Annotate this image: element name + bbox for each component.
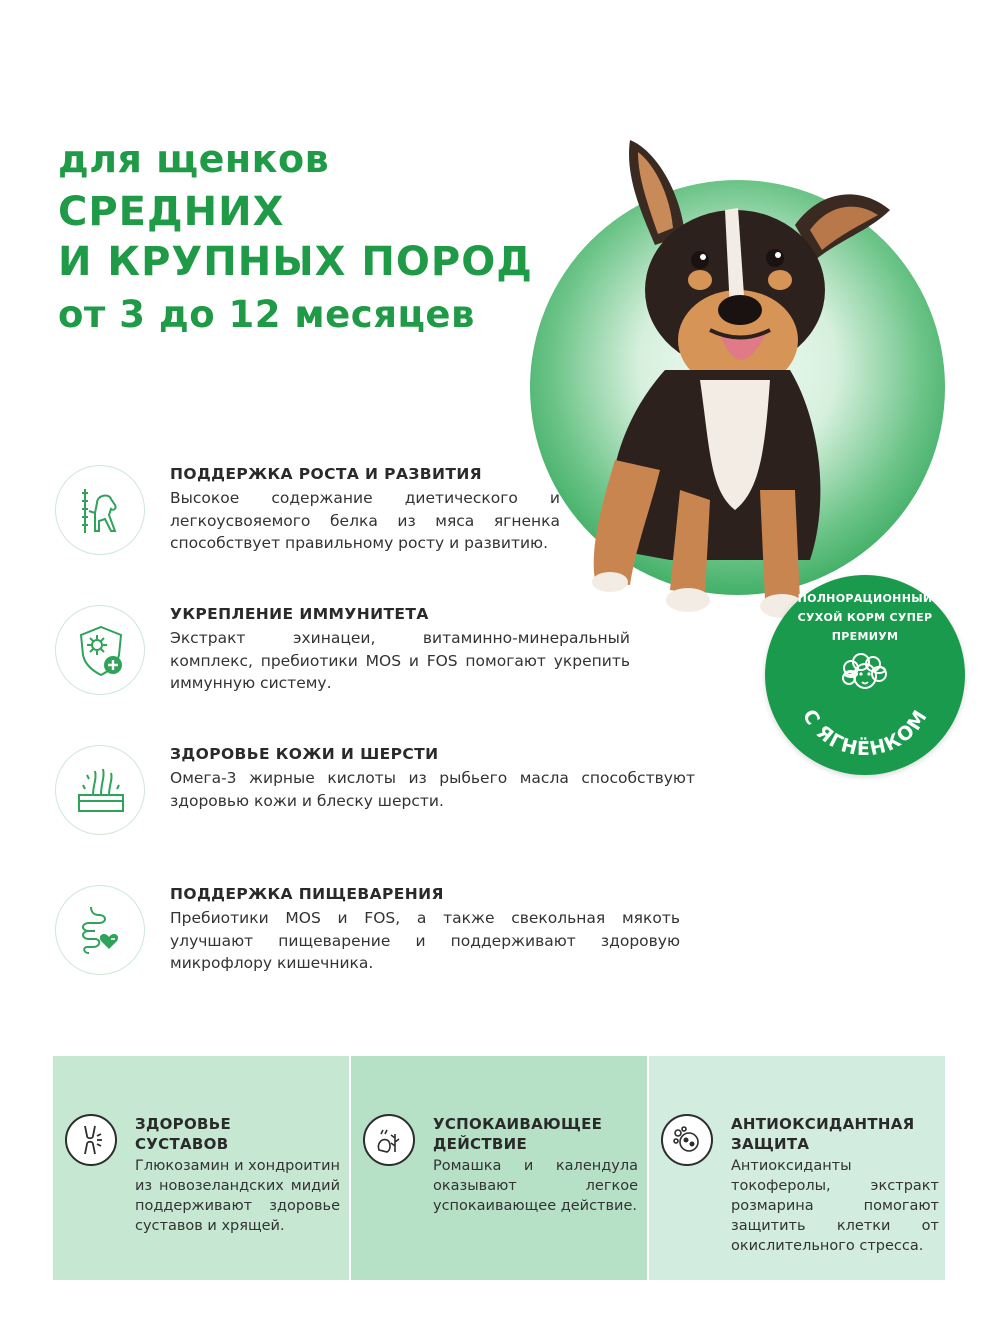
digestion-icon [71,901,131,961]
card-text: Ромашка и календула оказывают легкое успокаивающее действие. [433,1158,638,1214]
feature-icon-circle [55,465,145,555]
feature-title: УКРЕПЛЕНИЕ ИММУНИТЕТА [170,605,429,623]
badge-arc-text [765,575,965,775]
skin-hair-icon [71,761,131,821]
card-title-line-1: АНТИОКСИДАНТНАЯ [731,1115,915,1133]
badge-line-1: ПОЛНОРАЦИОННЫЙ [797,592,933,605]
card-icon-circle [65,1114,117,1166]
feature-skin-coat [55,745,695,835]
feature-title: ПОДДЕРЖКА РОСТА И РАЗВИТИЯ [170,465,483,483]
card-text: Антиоксиданты токоферолы, экстракт розмарина помогают защитить клетки от окислительного стресса. [731,1158,939,1254]
product-badge [765,575,965,775]
card-title [135,1114,231,1154]
card-text: Глюкозамин и хондроитин из новозеландских мидий поддерживают здоровье суставов и хрящей. [135,1158,340,1234]
card-icon-circle [363,1114,415,1166]
feature-text: Высокое содержание диетического и легкоусвояемого белка из мяса ягненка способствует правильному росту и развитию. [170,489,560,552]
headline [58,137,533,336]
card-title [433,1114,602,1154]
card-title-line-2: ЗАЩИТА [731,1135,810,1153]
feature-title: ЗДОРОВЬЕ КОЖИ И ШЕРСТИ [170,745,439,763]
benefit-card-joints [53,1056,349,1280]
immunity-shield-icon [71,621,131,681]
joint-icon [75,1124,107,1156]
badge-line-2: СУХОЙ КОРМ СУПЕР [797,611,933,624]
calming-icon [373,1124,405,1156]
feature-text: Пребиотики MOS и FOS, а также свекольная мякоть улучшают пищеварение и поддерживают здоровую микрофлору кишечника. [170,909,680,972]
card-title [731,1114,915,1154]
headline-line-4: от 3 до 12 месяцев [58,293,475,336]
badge-line-3: ПРЕМИУМ [831,630,899,643]
benefits-band [53,1056,945,1280]
card-title-line-2: ДЕЙСТВИЕ [433,1135,528,1153]
feature-immunity [55,605,695,705]
feature-growth [55,465,695,575]
antioxidant-icon [671,1124,703,1156]
feature-text: Омега-3 жирные кислоты из рыбьего масла способствуют здоровью кожи и блеску шерсти. [170,769,695,810]
benefit-card-calming [351,1056,647,1280]
feature-text: Экстракт эхинацеи, витаминно-минеральный комплекс, пребиотики MOS и FOS помогают укрепить иммунную систему. [170,629,630,692]
card-title-line-2: СУСТАВОВ [135,1135,229,1153]
headline-line-3: И КРУПНЫХ ПОРОД [58,239,533,285]
card-icon-circle [661,1114,713,1166]
card-title-line-1: ЗДОРОВЬЕ [135,1115,232,1133]
headline-line-2: СРЕДНИХ [58,189,285,235]
feature-digestion [55,885,695,995]
headline-line-1: для щенков [58,137,330,181]
feature-icon-circle [55,605,145,695]
card-title-line-1: УСПОКАИВАЮЩЕЕ [433,1115,603,1133]
benefit-card-antioxidant [649,1056,945,1280]
feature-icon-circle [55,745,145,835]
feature-icon-circle [55,885,145,975]
puppy-growth-icon [71,481,131,541]
feature-title: ПОДДЕРЖКА ПИЩЕВАРЕНИЯ [170,885,444,903]
svg-text:С ЯГНЁНКОМ: С ЯГНЁНКОМ [797,705,933,761]
